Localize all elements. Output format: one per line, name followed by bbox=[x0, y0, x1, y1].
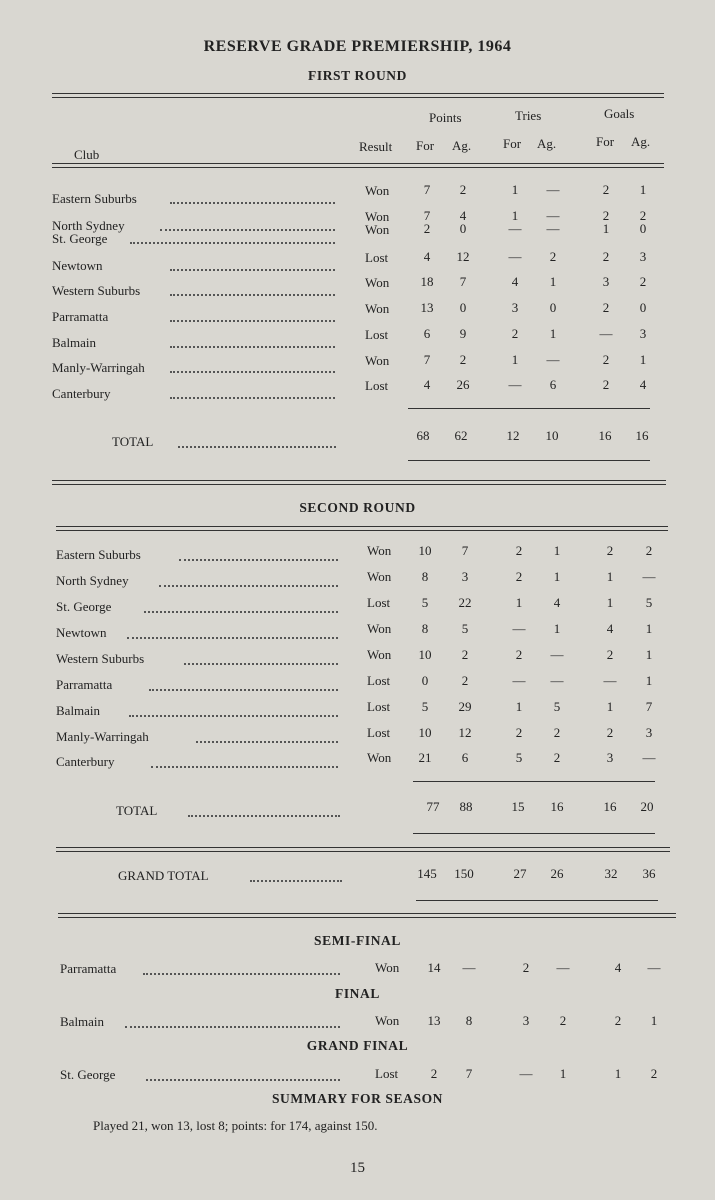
section-rule bbox=[56, 847, 670, 852]
second-round-cell-gf: 1 bbox=[606, 595, 614, 610]
second-round-total-tf: 15 bbox=[511, 799, 525, 814]
leader-dots bbox=[129, 715, 338, 717]
first-round-cell-tf: 1 bbox=[511, 182, 519, 197]
header-tries: Tries bbox=[515, 108, 542, 123]
first-round-total-pf: 68 bbox=[416, 428, 430, 443]
second-round-cell-tf: 2 bbox=[515, 543, 523, 558]
gf-row-cell-gf: 1 bbox=[614, 1066, 622, 1081]
first-round-cell-pf: 2 bbox=[423, 221, 431, 236]
second-round-total-label: TOTAL bbox=[116, 803, 158, 818]
first-round-cell-pa: 0 bbox=[459, 300, 467, 315]
sf-row-cell-pf: 14 bbox=[427, 960, 441, 975]
second-round-cell-ga: 1 bbox=[645, 673, 653, 688]
first-round-total-tf: 12 bbox=[506, 428, 520, 443]
second-round-cell-ta: 5 bbox=[553, 699, 561, 714]
result: Lost bbox=[365, 378, 389, 393]
first-round-cell-ga: 2 bbox=[639, 208, 647, 223]
second-round-cell-pf: 8 bbox=[421, 569, 429, 584]
total-rule-bottom bbox=[408, 460, 650, 461]
second-round-cell-tf: 2 bbox=[515, 725, 523, 740]
header-rule-bottom bbox=[52, 163, 664, 168]
header-club: Club bbox=[74, 147, 100, 162]
leader-dots bbox=[170, 320, 335, 322]
first-round-cell-ga: 0 bbox=[639, 300, 647, 315]
second-round-cell-ga: — bbox=[642, 569, 656, 584]
second-round-cell-ta: 1 bbox=[553, 621, 561, 636]
first-round-total-pa: 62 bbox=[454, 428, 468, 443]
summary-heading: SUMMARY FOR SEASON bbox=[271, 1091, 444, 1106]
grand-total-pa: 150 bbox=[454, 866, 474, 881]
sf-row-cell-pa: — bbox=[462, 960, 476, 975]
header-points: Points bbox=[429, 110, 462, 125]
club-name: Newtown bbox=[56, 625, 107, 640]
gf-row-cell-pa: 7 bbox=[465, 1066, 473, 1081]
leader-dots bbox=[144, 611, 338, 613]
section-rule bbox=[52, 480, 666, 485]
first-round-cell-pa: 12 bbox=[456, 249, 470, 264]
first-round-cell-tf: — bbox=[508, 221, 522, 236]
grand-total-label: GRAND TOTAL bbox=[118, 868, 209, 883]
leader-dots bbox=[146, 1079, 340, 1081]
second-round-cell-tf: 1 bbox=[515, 699, 523, 714]
second-round-cell-pf: 21 bbox=[418, 750, 432, 765]
page-title: RESERVE GRADE PREMIERSHIP, 1964 bbox=[203, 38, 512, 55]
first-round-cell-pa: 26 bbox=[456, 377, 470, 392]
second-round-total-gf: 16 bbox=[603, 799, 617, 814]
second-round-cell-gf: 1 bbox=[606, 569, 614, 584]
first-round-cell-ta: — bbox=[546, 352, 560, 367]
first-round-cell-pf: 13 bbox=[420, 300, 434, 315]
result: Won bbox=[367, 647, 392, 662]
second-round-cell-pf: 10 bbox=[418, 725, 432, 740]
second-round-cell-ga: 7 bbox=[645, 699, 653, 714]
club-name: St. George bbox=[60, 1067, 116, 1082]
total-rule-bottom bbox=[416, 900, 658, 901]
leader-dots bbox=[127, 637, 338, 639]
header-points-for: For bbox=[416, 138, 435, 153]
gf-row-cell-ga: 2 bbox=[650, 1066, 658, 1081]
club-name: Parramatta bbox=[52, 309, 109, 324]
club-name: Canterbury bbox=[52, 386, 111, 401]
total-rule-bottom bbox=[413, 833, 655, 834]
second-round-cell-tf: 2 bbox=[515, 647, 523, 662]
first-round-cell-gf: 3 bbox=[602, 274, 610, 289]
result: Lost bbox=[365, 250, 389, 265]
header-goals: Goals bbox=[604, 106, 635, 121]
leader-dots bbox=[196, 741, 338, 743]
second-round-heading: SECOND ROUND bbox=[299, 500, 416, 515]
grand-total-pf: 145 bbox=[417, 866, 437, 881]
second-round-cell-ga: 2 bbox=[645, 543, 653, 558]
grand-total-ta: 26 bbox=[550, 866, 564, 881]
leader-dots bbox=[159, 585, 338, 587]
header-goals-ag: Ag. bbox=[631, 134, 651, 149]
second-round-cell-pf: 8 bbox=[421, 621, 429, 636]
first-round-cell-gf: 2 bbox=[602, 182, 610, 197]
result: Lost bbox=[367, 595, 391, 610]
second-round-cell-tf: 5 bbox=[515, 750, 523, 765]
second-round-cell-pf: 5 bbox=[421, 595, 429, 610]
sf-row-cell-tf: 2 bbox=[522, 960, 530, 975]
result: Won bbox=[367, 750, 392, 765]
second-round-cell-pa: 3 bbox=[461, 569, 469, 584]
second-round-cell-ta: 4 bbox=[553, 595, 561, 610]
second-round-cell-pf: 10 bbox=[418, 543, 432, 558]
second-round-total-pa: 88 bbox=[459, 799, 473, 814]
first-round-cell-ta: 2 bbox=[549, 249, 557, 264]
second-round-cell-pa: 7 bbox=[461, 543, 469, 558]
first-round-cell-ga: 1 bbox=[639, 352, 647, 367]
club-name: Parramatta bbox=[56, 677, 113, 692]
grand-final-heading: GRAND FINAL bbox=[306, 1038, 409, 1053]
first-round-total-ta: 10 bbox=[545, 428, 559, 443]
first-round-cell-ta: 0 bbox=[549, 300, 557, 315]
header-tries-for: For bbox=[503, 136, 522, 151]
first-round-cell-tf: 1 bbox=[511, 352, 519, 367]
second-round-cell-pa: 5 bbox=[461, 621, 469, 636]
leader-dots bbox=[149, 689, 338, 691]
second-round-cell-pa: 2 bbox=[461, 647, 469, 662]
total-rule-top bbox=[408, 408, 650, 409]
club-name: Newtown bbox=[52, 258, 103, 273]
first-round-total-ga: 16 bbox=[635, 428, 649, 443]
gf-row-cell-tf: — bbox=[519, 1066, 533, 1081]
club-name: North Sydney bbox=[56, 573, 129, 588]
leader-dots bbox=[188, 815, 340, 817]
first-round-cell-pf: 4 bbox=[423, 377, 431, 392]
leader-dots bbox=[184, 663, 338, 665]
header-result: Result bbox=[359, 139, 393, 154]
second-round-cell-tf: 2 bbox=[515, 569, 523, 584]
first-round-cell-tf: — bbox=[508, 377, 522, 392]
first-round-cell-gf: 2 bbox=[602, 300, 610, 315]
header-points-ag: Ag. bbox=[452, 138, 472, 153]
club-name: Manly-Warringah bbox=[52, 360, 145, 375]
first-round-cell-ga: 3 bbox=[639, 326, 647, 341]
summary-text: Played 21, won 13, lost 8; points: for 174, against 150. bbox=[93, 1118, 378, 1133]
second-round-cell-ga: 1 bbox=[645, 621, 653, 636]
second-round-cell-pa: 22 bbox=[458, 595, 472, 610]
second-round-cell-ga: — bbox=[642, 750, 656, 765]
first-round-cell-ga: 2 bbox=[639, 274, 647, 289]
first-round-cell-pf: 7 bbox=[423, 352, 431, 367]
second-round-cell-gf: 1 bbox=[606, 699, 614, 714]
first-round-cell-pa: 4 bbox=[459, 208, 467, 223]
result: Won bbox=[365, 183, 390, 198]
section-rule bbox=[58, 913, 676, 918]
result: Won bbox=[367, 543, 392, 558]
result: Won bbox=[367, 569, 392, 584]
first-round-cell-ga: 0 bbox=[639, 221, 647, 236]
first-round-cell-gf: 2 bbox=[602, 208, 610, 223]
gf-row-cell-pf: 2 bbox=[430, 1066, 438, 1081]
second-round-cell-gf: 2 bbox=[606, 725, 614, 740]
leader-dots bbox=[250, 880, 342, 882]
second-round-cell-ta: 2 bbox=[553, 725, 561, 740]
first-round-cell-pa: 7 bbox=[459, 274, 467, 289]
second-round-cell-pf: 0 bbox=[421, 673, 429, 688]
second-round-total-ta: 16 bbox=[550, 799, 564, 814]
leader-dots bbox=[179, 559, 338, 561]
first-round-total-gf: 16 bbox=[598, 428, 612, 443]
leader-dots bbox=[178, 446, 336, 448]
total-rule-top bbox=[413, 781, 655, 782]
result: Won bbox=[367, 621, 392, 636]
club-name: St. George bbox=[52, 231, 108, 246]
f-row-cell-gf: 2 bbox=[614, 1013, 622, 1028]
second-round-cell-pa: 12 bbox=[458, 725, 472, 740]
first-round-cell-ga: 4 bbox=[639, 377, 647, 392]
second-round-cell-ga: 3 bbox=[645, 725, 653, 740]
first-round-heading: FIRST ROUND bbox=[308, 68, 407, 83]
club-name: Western Suburbs bbox=[52, 283, 141, 298]
first-round-cell-ta: — bbox=[546, 182, 560, 197]
page-number: 15 bbox=[350, 1160, 365, 1176]
first-round-cell-ga: 3 bbox=[639, 249, 647, 264]
club-name: Balmain bbox=[60, 1014, 105, 1029]
leader-dots bbox=[170, 294, 335, 296]
club-name: St. George bbox=[56, 599, 112, 614]
leader-dots bbox=[170, 397, 335, 399]
second-round-cell-ta: 1 bbox=[553, 543, 561, 558]
club-name: Balmain bbox=[56, 703, 101, 718]
leader-dots bbox=[143, 973, 340, 975]
sf-row-cell-ta: — bbox=[556, 960, 570, 975]
gf-row-cell-ta: 1 bbox=[559, 1066, 567, 1081]
second-round-total-pf: 77 bbox=[426, 799, 440, 814]
second-round-cell-pf: 10 bbox=[418, 647, 432, 662]
first-round-cell-gf: 2 bbox=[602, 249, 610, 264]
first-round-cell-tf: 1 bbox=[511, 208, 519, 223]
second-round-cell-ta: 1 bbox=[553, 569, 561, 584]
second-round-cell-pf: 5 bbox=[421, 699, 429, 714]
club-name: Canterbury bbox=[56, 754, 115, 769]
first-round-cell-pf: 6 bbox=[423, 326, 431, 341]
first-round-cell-pf: 7 bbox=[423, 182, 431, 197]
leader-dots bbox=[170, 269, 335, 271]
first-round-cell-gf: 2 bbox=[602, 352, 610, 367]
result: Lost bbox=[367, 673, 391, 688]
header-rule-top bbox=[52, 93, 664, 98]
first-round-cell-pf: 18 bbox=[420, 274, 434, 289]
leader-dots bbox=[170, 346, 335, 348]
second-round-cell-tf: 1 bbox=[515, 595, 523, 610]
result: Lost bbox=[365, 327, 389, 342]
result: Lost bbox=[367, 725, 391, 740]
semi-final-heading: SEMI-FINAL bbox=[313, 933, 401, 948]
first-round-cell-tf: 2 bbox=[511, 326, 519, 341]
header-goals-for: For bbox=[596, 134, 615, 149]
club-name: Western Suburbs bbox=[56, 651, 145, 666]
leader-dots bbox=[160, 229, 335, 231]
final-heading: FINAL bbox=[334, 986, 380, 1001]
grand-total-tf: 27 bbox=[513, 866, 527, 881]
sf-row-cell-ga: — bbox=[647, 960, 661, 975]
first-round-cell-ta: 6 bbox=[549, 377, 557, 392]
second-round-cell-gf: 2 bbox=[606, 647, 614, 662]
second-round-cell-pa: 2 bbox=[461, 673, 469, 688]
club-name: North Sydney bbox=[52, 218, 125, 233]
first-round-cell-gf: 2 bbox=[602, 377, 610, 392]
f-row-cell-tf: 3 bbox=[522, 1013, 530, 1028]
grand-total-gf: 32 bbox=[604, 866, 618, 881]
result: Lost bbox=[375, 1066, 399, 1081]
f-row-cell-pa: 8 bbox=[465, 1013, 473, 1028]
result: Won bbox=[375, 960, 400, 975]
second-round-cell-gf: 3 bbox=[606, 750, 614, 765]
result: Won bbox=[365, 301, 390, 316]
leader-dots bbox=[125, 1026, 340, 1028]
second-round-cell-pa: 6 bbox=[461, 750, 469, 765]
second-round-cell-ta: — bbox=[550, 673, 564, 688]
result: Won bbox=[365, 222, 390, 237]
result: Lost bbox=[367, 699, 391, 714]
leader-dots bbox=[170, 371, 335, 373]
second-round-total-ga: 20 bbox=[640, 799, 654, 814]
first-round-cell-ta: 1 bbox=[549, 274, 557, 289]
club-name: Parramatta bbox=[60, 961, 117, 976]
second-round-cell-ta: — bbox=[550, 647, 564, 662]
result: Won bbox=[365, 275, 390, 290]
section-rule bbox=[56, 526, 668, 531]
f-row-cell-ga: 1 bbox=[650, 1013, 658, 1028]
first-round-cell-ta: 1 bbox=[549, 326, 557, 341]
club-name: Manly-Warringah bbox=[56, 729, 149, 744]
result: Won bbox=[375, 1013, 400, 1028]
first-round-cell-tf: — bbox=[508, 249, 522, 264]
f-row-cell-ta: 2 bbox=[559, 1013, 567, 1028]
second-round-cell-ga: 1 bbox=[645, 647, 653, 662]
grand-total-ga: 36 bbox=[642, 866, 656, 881]
second-round-cell-gf: 2 bbox=[606, 543, 614, 558]
first-round-cell-pf: 7 bbox=[423, 208, 431, 223]
first-round-cell-pa: 2 bbox=[459, 182, 467, 197]
club-name: Eastern Suburbs bbox=[56, 547, 141, 562]
first-round-cell-pf: 4 bbox=[423, 249, 431, 264]
header-tries-ag: Ag. bbox=[537, 136, 557, 151]
second-round-cell-pa: 29 bbox=[458, 699, 472, 714]
first-round-cell-ga: 1 bbox=[639, 182, 647, 197]
f-row-cell-pf: 13 bbox=[427, 1013, 441, 1028]
first-round-cell-gf: 1 bbox=[602, 221, 610, 236]
first-round-cell-tf: 4 bbox=[511, 274, 519, 289]
club-name: Balmain bbox=[52, 335, 97, 350]
second-round-cell-ta: 2 bbox=[553, 750, 561, 765]
leader-dots bbox=[130, 242, 335, 244]
leader-dots bbox=[170, 202, 335, 204]
first-round-cell-tf: 3 bbox=[511, 300, 519, 315]
second-round-cell-ga: 5 bbox=[645, 595, 653, 610]
result: Won bbox=[365, 353, 390, 368]
leader-dots bbox=[151, 766, 338, 768]
second-round-cell-gf: 4 bbox=[606, 621, 614, 636]
second-round-cell-tf: — bbox=[512, 621, 526, 636]
first-round-cell-gf: — bbox=[599, 326, 613, 341]
sf-row-cell-gf: 4 bbox=[614, 960, 622, 975]
first-round-total-label: TOTAL bbox=[112, 434, 154, 449]
club-name: Eastern Suburbs bbox=[52, 191, 137, 206]
first-round-cell-pa: 0 bbox=[459, 221, 467, 236]
result: Won bbox=[365, 209, 390, 224]
first-round-cell-pa: 9 bbox=[459, 326, 467, 341]
first-round-cell-ta: — bbox=[546, 208, 560, 223]
second-round-cell-gf: — bbox=[603, 673, 617, 688]
first-round-cell-pa: 2 bbox=[459, 352, 467, 367]
second-round-cell-tf: — bbox=[512, 673, 526, 688]
first-round-cell-ta: — bbox=[546, 221, 560, 236]
